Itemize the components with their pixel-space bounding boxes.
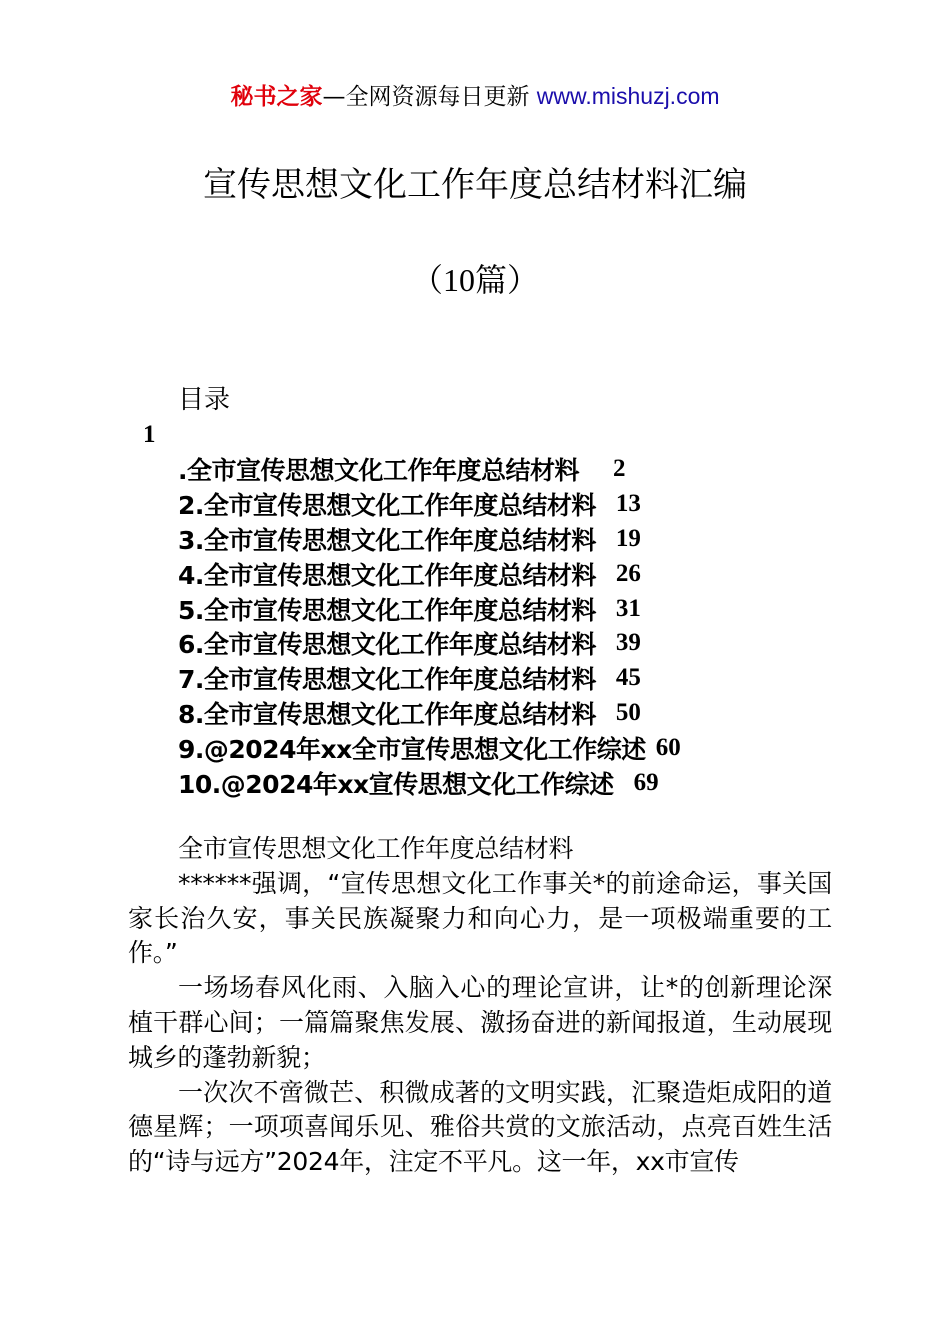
site-header [0,80,950,113]
toc-entry-page: 31 [615,594,641,622]
toc-entry[interactable] [178,661,798,696]
site-tagline: —全网资源每日更新 [322,84,537,110]
toc-entry[interactable] [178,452,798,487]
toc-entry-page: 39 [615,629,641,657]
toc-entry-title: 6.全市宣传思想文化工作年度总结材料 [178,630,596,660]
site-brand: 秘书之家 [230,84,323,110]
toc-entry[interactable] [178,556,798,591]
toc-entry[interactable] [178,487,798,522]
toc-entry-title: 2.全市宣传思想文化工作年度总结材料 [178,491,596,521]
toc-entry[interactable] [178,591,798,626]
toc-entry-page: 50 [615,698,641,726]
document-subtitle [0,255,950,305]
toc-entry-title: 4.全市宣传思想文化工作年度总结材料 [178,560,596,590]
toc-entry-title: 7.全市宣传思想文化工作年度总结材料 [178,665,596,695]
toc-entry[interactable] [178,765,798,800]
toc-heading: 目录 [178,385,231,415]
toc-entry-title: 10.@2024年xx宣传思想文化工作综述 [178,769,614,799]
toc-entry[interactable] [178,626,798,661]
toc-entry-title: 5.全市宣传思想文化工作年度总结材料 [178,595,596,625]
body-paragraph: 一场场春风化雨、入脑入心的理论宣讲，让*的创新理论深植干群心间；一篇篇聚焦发展、激扬奋进的新闻报道，生动展现城乡的蓬勃新貌； [128,973,832,1072]
section-title: 全市宣传思想文化工作年度总结材料 [178,834,574,863]
toc-entry-page: 19 [615,524,641,552]
subtitle-open-paren: （ [410,261,443,299]
subtitle-close-paren: ） [507,261,540,299]
body-paragraph: ******强调，“宣传思想文化工作事关*的前途命运，事关国家长治久安，事关民族凝聚力和向心力，是一项极端重要的工作。” [128,868,832,968]
toc-entry-title: .全市宣传思想文化工作年度总结材料 [178,456,579,486]
toc-entry-title: 9.@2024年xx全市宣传思想文化工作综述 [178,734,646,764]
toc-entry-page: 2 [613,455,626,483]
toc-entry-title: 3.全市宣传思想文化工作年度总结材料 [178,526,596,555]
toc-entry[interactable] [178,522,798,557]
toc-stray-number: 1 [143,421,156,448]
toc-entry-page: 69 [633,768,659,796]
document-body [128,832,832,1180]
toc-entry[interactable] [178,730,798,765]
body-paragraph: 一次次不啻微芒、积微成著的文明实践，汇聚造炬成阳的道德星辉；一项项喜闻乐见、雅俗共赏的文旅活动，点亮百姓生活的“诗与远方”2024年，注定不平凡。这一年，xx市宣传 [128,1077,832,1177]
toc-entry[interactable] [178,696,798,731]
toc-entry-page: 45 [615,664,641,692]
toc-entry-page: 13 [615,490,641,518]
subtitle-unit: 篇 [474,261,507,299]
toc-entry-page: 60 [655,733,681,761]
document-title: 宣传思想文化工作年度总结材料汇编 [203,165,747,205]
table-of-contents [178,452,798,800]
toc-entry-title: 8.全市宣传思想文化工作年度总结材料 [178,699,596,729]
subtitle-count: 10 [442,262,475,298]
toc-entry-page: 26 [615,559,641,587]
site-url-link[interactable]: www.mishuzj.com [536,83,720,109]
